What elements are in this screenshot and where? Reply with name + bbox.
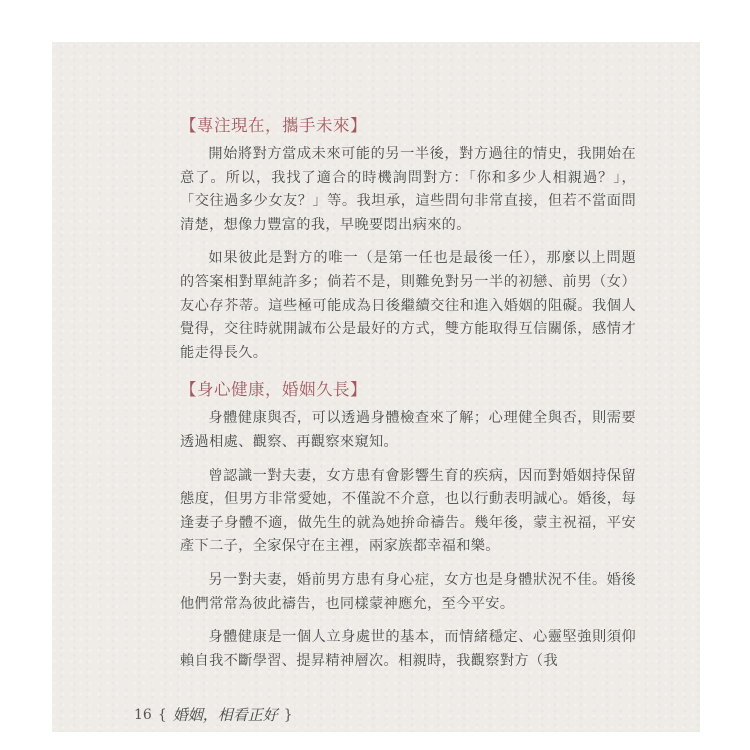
page-number: 16: [134, 707, 152, 723]
footer-open-brace: {: [157, 707, 167, 723]
body-paragraph: 開始將對方當成未來可能的另一半後，對方過往的情史，我開始在意了。所以，我找了適合的時機詢問對方：「你和多少人相親過？」，「交往過多少女友？」等。我坦承，這些問句非常直接，但若不當面問清楚，想像力豐富的我，早晚要悶出病來的。: [180, 146, 636, 233]
footer-close-brace: }: [283, 707, 293, 723]
body-paragraph: 如果彼此是對方的唯一（是第一任也是最後一任），那麼以上問題的答案相對單純許多；倘若不是，則難免對另一半的初戀、前男（女）友心存芥蒂。這些極可能成為日後繼續交往和進入婚姻的阻礙。我個人覺得，交往時就開誠布公是最好的方式，雙方能取得互信關係，感情才能走得長久。: [180, 250, 636, 361]
body-paragraph: 另一對夫妻，婚前男方患有身心症，女方也是身體狀況不佳。婚後他們常常為彼此禱告，也同樣蒙神應允，至今平安。: [180, 571, 636, 612]
section-heading-focus-present: 【專注現在，攜手未來】: [180, 116, 367, 135]
page-content: [180, 115, 636, 683]
body-paragraph: 曾認識一對夫妻，女方患有會影響生育的疾病，因而對婚姻持保留態度，但男方非常愛她，不僅說不介意，也以行動表明誠心。婚後，每逢妻子身體不適，做先生的就為她拚命禱告。幾年後，蒙主祝福，平安產下二子，全家保守在主裡，兩家族都幸福和樂。: [180, 467, 636, 555]
running-book-title: 婚姻，相看正好: [172, 706, 278, 724]
section-heading-health: 【身心健康，婚姻久長】: [180, 380, 367, 400]
page-footer: [134, 705, 293, 725]
body-paragraph: 身體健康是一個人立身處世的基本，而情緒穩定、心靈堅強則須仰賴自我不斷學習、提昇精神層次。相親時，我觀察對方（我: [180, 629, 636, 669]
body-paragraph: 身體健康與否，可以透過身體檢查來了解；心理健全與否，則需要透過相處、觀察、再觀察來窺知。: [180, 410, 636, 450]
book-page: [52, 42, 700, 732]
